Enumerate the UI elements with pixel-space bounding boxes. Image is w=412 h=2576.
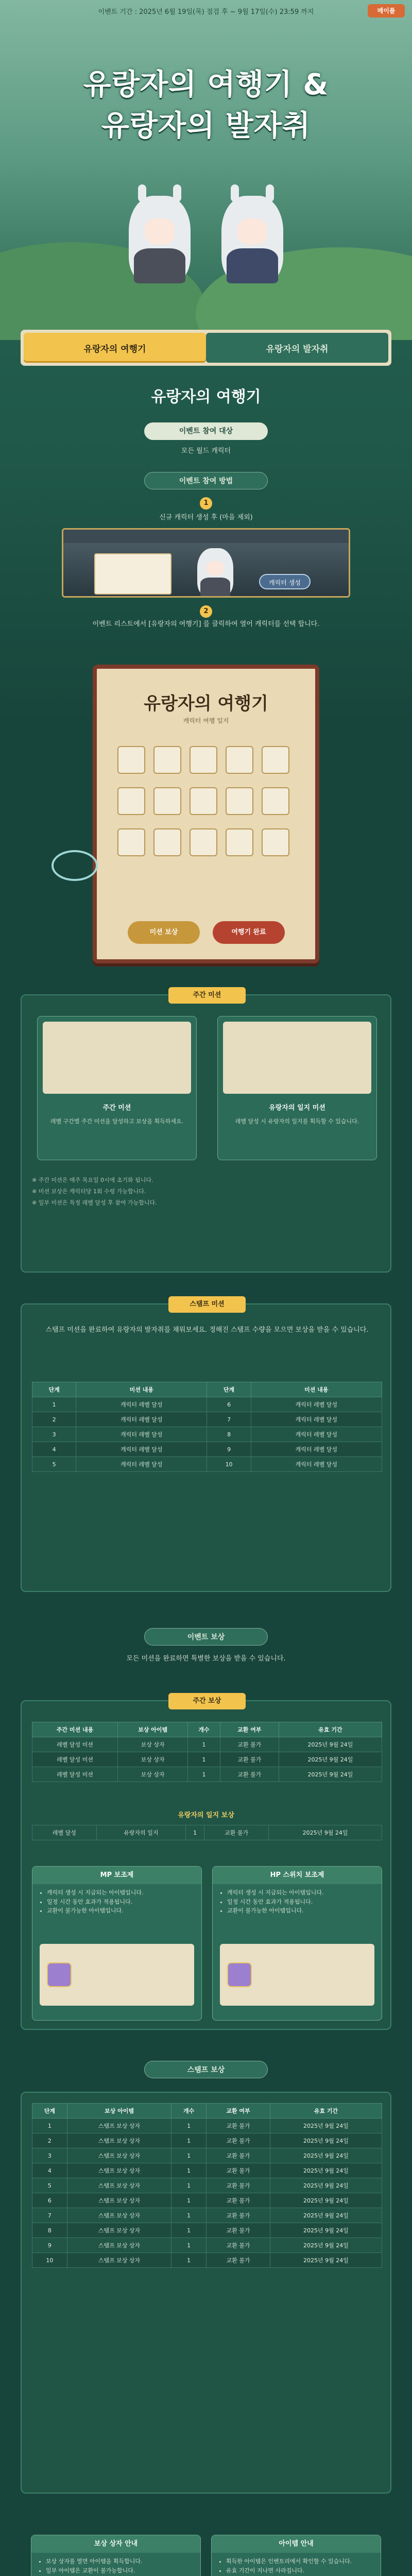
journal-reward-table (32, 1825, 382, 1840)
key-decoration (52, 850, 98, 881)
table-row: 9 스탬프 보상 상자 1 교환 불가 2025년 9월 24일 (32, 2238, 382, 2253)
item-icon (227, 1962, 252, 1987)
game-screenshot (62, 528, 350, 598)
table-row: 2 캐릭터 레벨 달성 7 캐릭터 레벨 달성 (32, 1412, 382, 1427)
card-desc: 레벨 달성 시 유랑자의 일지를 획득할 수 있습니다. (235, 1118, 359, 1125)
card-label: 유랑자의 일지 미션 (269, 1104, 325, 1112)
reward-panel (21, 1697, 391, 2030)
section-title: 유랑자의 여행기 (151, 388, 261, 406)
item-preview-box (220, 1944, 374, 2006)
table-row: 2 스탬프 보상 상자 1 교환 불가 2025년 9월 24일 (32, 2133, 382, 2148)
reward-subhead: 주간 보상 (168, 1693, 246, 1709)
table-row: 5 스탬프 보상 상자 1 교환 불가 2025년 9월 24일 (32, 2178, 382, 2193)
target-text: 모든 월드 캐릭터 (181, 447, 231, 455)
card-head: 보상 상자 안내 (31, 2535, 200, 2553)
table-row: 10 스탬프 보상 상자 1 교환 불가 2025년 9월 24일 (32, 2253, 382, 2268)
stamp-slot (153, 746, 181, 774)
table-header: 주간 미션 내용 (32, 1722, 118, 1737)
table-header: 단계 (32, 2104, 67, 2119)
table-header: 교환 여부 (207, 2104, 270, 2119)
table-header: 개수 (171, 2104, 207, 2119)
table-header: 미션 내용 (76, 1382, 207, 1397)
tab-wanderer-journal[interactable]: 유랑자의 여행기 (24, 333, 206, 363)
stamp-reward-pill: 스탬프 보상 (144, 2061, 268, 2078)
note-line: ※ 미션 보상은 캐릭터당 1회 수령 가능합니다. (32, 1188, 146, 1195)
table-row: 3 스탬프 보상 상자 1 교환 불가 2025년 9월 24일 (32, 2148, 382, 2163)
table-row: 레벨 달성 미션 보상 상자 1 교환 불가 2025년 9월 24일 (32, 1737, 382, 1752)
stamp-mission-panel (21, 1300, 391, 1592)
table-header: 교환 여부 (220, 1722, 279, 1737)
table-row: 3 캐릭터 레벨 달성 8 캐릭터 레벨 달성 (32, 1427, 382, 1442)
reward-pill: 이벤트 보상 (144, 1628, 268, 1646)
step-number: 2 (200, 605, 212, 618)
item-info-card (211, 2535, 381, 2576)
table-header: 유효 기간 (270, 2104, 382, 2119)
tab-wanderer-footprints[interactable]: 유랑자의 발자취 (206, 333, 388, 363)
table-row: 7 스탬프 보상 상자 1 교환 불가 2025년 9월 24일 (32, 2208, 382, 2223)
character-illustration (129, 196, 191, 283)
weekly-reward-table (32, 1722, 382, 1782)
card-list: • 캐릭터 생성 시 지급되는 아이템입니다. • 일정 시간 동안 효과가 적용됩니다. • 교환이 불가능한 아이템입니다. (220, 1888, 374, 1916)
stamp-slot (190, 787, 217, 815)
event-tabs (21, 330, 391, 366)
table-row: 5 캐릭터 레벨 달성 10 캐릭터 레벨 달성 (32, 1457, 382, 1472)
stamp-reward-panel (21, 2092, 391, 2494)
stamp-mission-head: 스탬프 미션 (168, 1296, 246, 1313)
create-character-button[interactable]: 캐릭터 생성 (259, 574, 311, 589)
table-header: 개수 (188, 1722, 220, 1737)
reward-subhead2: 유랑자의 일지 보상 (178, 1811, 234, 1819)
hero-title-line1: 유랑자의 여행기 & (83, 68, 329, 101)
mission-screenshot (223, 1022, 371, 1094)
step1-text: 신규 캐릭터 생성 후 (마을 제외) (159, 514, 253, 521)
stamp-mission-table (32, 1382, 382, 1472)
stamp-slot (226, 828, 253, 856)
stamp-desc: 스탬프 미션을 완료하여 유랑자의 발자취를 채워보세요. 정해진 스탬프 수량을 모으면 보상을 받을 수 있습니다. (45, 1326, 369, 1334)
stamp-slot (226, 746, 253, 774)
event-period: 이벤트 기간 : 2025년 6월 19일(목) 점검 후 ~ 9월 17일(수) 23:59 까지 (98, 8, 314, 16)
note-line: ※ 주간 미션은 매주 목요일 0시에 초기화 됩니다. (32, 1177, 153, 1183)
book-subtitle: 캐릭터 여행 일지 (183, 717, 229, 724)
target-pill: 이벤트 참여 대상 (144, 422, 268, 440)
table-header: 단계 (32, 1382, 76, 1397)
card-list: • 획득한 아이템은 인벤토리에서 확인할 수 있습니다. • 유효 기간이 지나면 사라집니다. (219, 2557, 373, 2575)
table-header: 단계 (207, 1382, 251, 1397)
journal-mission-card (217, 1016, 377, 1160)
card-label: 주간 미션 (102, 1104, 131, 1112)
stamp-slot (117, 828, 145, 856)
card-list: • 보상 상자를 열면 아이템을 획득합니다. • 일부 아이템은 교환이 불가능합니다. (39, 2557, 193, 2575)
item-preview-box (40, 1944, 194, 2006)
table-row: 4 캐릭터 레벨 달성 9 캐릭터 레벨 달성 (32, 1442, 382, 1457)
reward-box-info-card (31, 2535, 201, 2576)
game-logo[interactable]: 메이플 (368, 4, 405, 18)
stamp-slot (262, 746, 289, 774)
table-row: 레벨 달성 미션 보상 상자 1 교환 불가 2025년 9월 24일 (32, 1752, 382, 1767)
stamp-slot (226, 787, 253, 815)
stamp-slot (262, 828, 289, 856)
table-row: 1 스탬프 보상 상자 1 교환 불가 2025년 9월 24일 (32, 2119, 382, 2133)
stamp-slot (153, 828, 181, 856)
card-list: • 캐릭터 생성 시 지급되는 아이템입니다. • 일정 시간 동안 효과가 적용됩니다. • 교환이 불가능한 아이템입니다. (40, 1888, 194, 1916)
method-pill: 이벤트 참여 방법 (144, 472, 268, 489)
journal-book-illustration (93, 665, 319, 963)
step-number: 1 (200, 497, 212, 510)
reward-desc: 모든 미션을 완료하면 특별한 보상을 받을 수 있습니다. (126, 1655, 286, 1663)
book-title: 유랑자의 여행기 (144, 693, 268, 714)
hp-item-card (212, 1866, 382, 2021)
card-head: HP 스위치 보조제 (213, 1867, 382, 1884)
table-header: 유효 기간 (279, 1722, 382, 1737)
table-row: 1 캐릭터 레벨 달성 6 캐릭터 레벨 달성 (32, 1397, 382, 1412)
table-row: 6 스탬프 보상 상자 1 교환 불가 2025년 9월 24일 (32, 2193, 382, 2208)
table-header: 보상 아이템 (118, 1722, 188, 1737)
mission-screenshot (43, 1022, 191, 1094)
weekly-mission-card (37, 1016, 197, 1160)
card-desc: 레벨 구간별 주간 미션을 달성하고 보상을 획득하세요. (50, 1118, 184, 1125)
stamp-slot (262, 787, 289, 815)
character-illustration (221, 196, 283, 283)
hero-banner (0, 0, 412, 340)
stamp-slot (190, 828, 217, 856)
table-header: 보상 아이템 (67, 2104, 171, 2119)
event-list-panel (94, 553, 171, 595)
character-illustration (197, 548, 233, 597)
stamp-slot (117, 787, 145, 815)
step2-text: 이벤트 리스트에서 [유랑자의 여행기] 를 클릭하여 열어 캐릭터를 선택 합니다. (92, 620, 320, 628)
card-head: MP 보조제 (32, 1867, 201, 1884)
stamp-reward-table (32, 2103, 382, 2268)
table-row: 4 스탬프 보상 상자 1 교환 불가 2025년 9월 24일 (32, 2163, 382, 2178)
table-header: 미션 내용 (251, 1382, 382, 1397)
stamp-slot (190, 746, 217, 774)
weekly-mission-panel (21, 991, 391, 1273)
weekly-mission-head: 주간 미션 (168, 987, 246, 1004)
stamp-slot (153, 787, 181, 815)
item-icon (47, 1962, 72, 1987)
card-head: 아이템 안내 (212, 2535, 381, 2553)
table-row: 레벨 달성 미션 보상 상자 1 교환 불가 2025년 9월 24일 (32, 1767, 382, 1782)
hero-title-line2: 유랑자의 발자취 (101, 109, 311, 143)
journal-complete-button[interactable]: 여행기 완료 (213, 921, 285, 944)
note-line: ※ 일부 미션은 특정 레벨 달성 후 참여 가능합니다. (32, 1199, 157, 1206)
stamp-slot (117, 746, 145, 774)
table-row: 8 스탬프 보상 상자 1 교환 불가 2025년 9월 24일 (32, 2223, 382, 2238)
mission-reward-button[interactable]: 미션 보상 (128, 921, 200, 944)
table-row: 레벨 달성 유랑자의 일지 1 교환 불가 2025년 9월 24일 (32, 1825, 382, 1840)
mp-item-card (32, 1866, 202, 2021)
